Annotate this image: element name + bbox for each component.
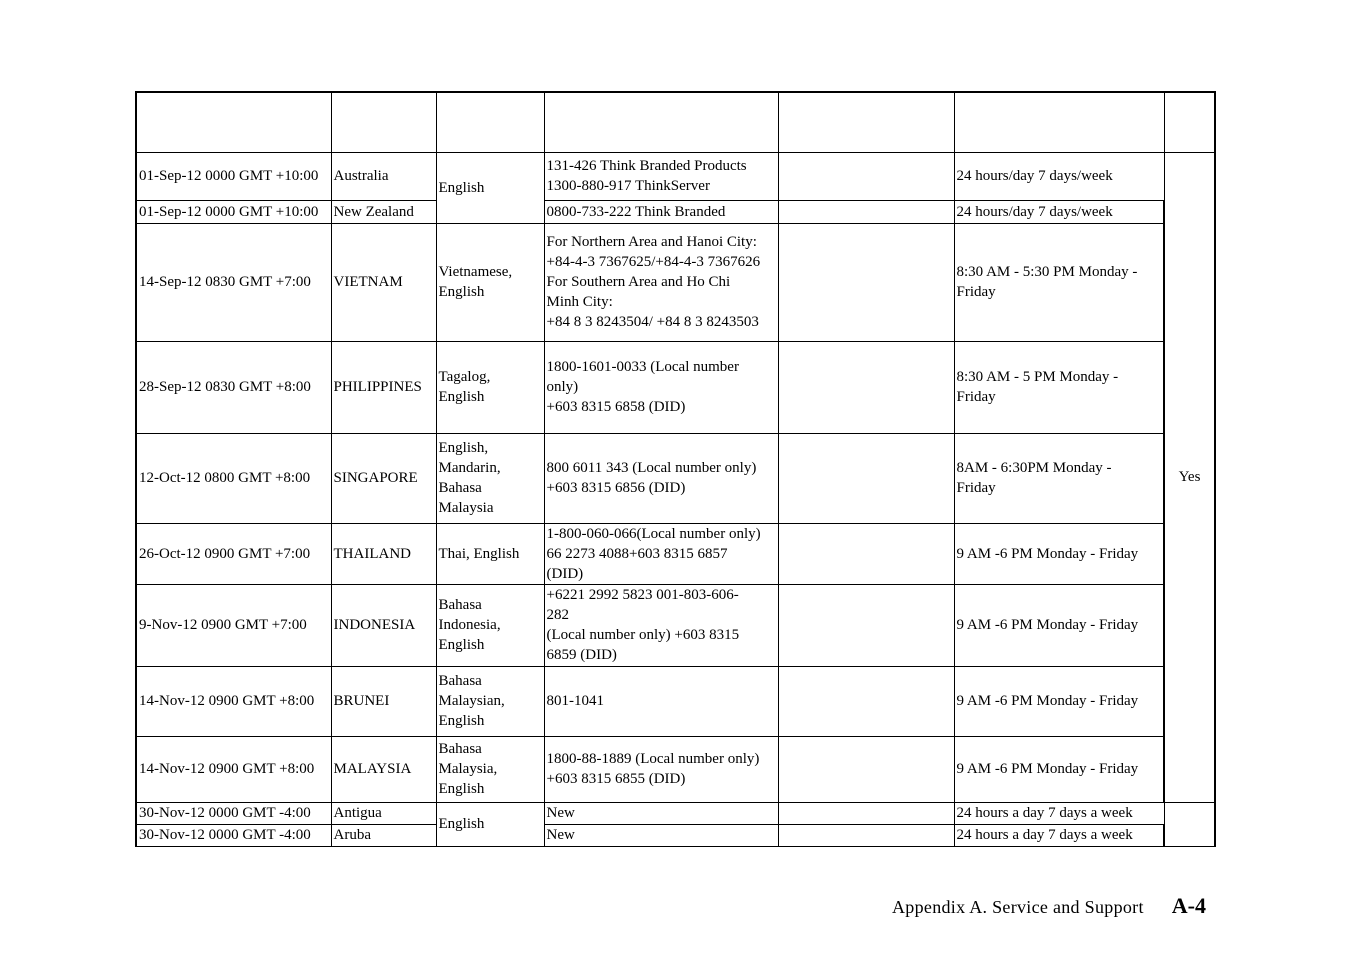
footer-section-title: Appendix A. Service and Support: [892, 897, 1144, 917]
date-cell: 14-Nov-12 0900 GMT +8:00: [136, 666, 331, 736]
notes-cell: [778, 666, 954, 736]
notes-cell: [778, 584, 954, 666]
table-row: [136, 523, 1215, 584]
hours-cell: 9 AM -6 PM Monday - Friday: [954, 523, 1164, 584]
language-cell: Tagalog, English: [436, 341, 544, 433]
header-cell: [544, 92, 778, 152]
notes-cell: [778, 736, 954, 802]
country-cell: THAILAND: [331, 523, 436, 584]
table-row: [136, 666, 1215, 736]
table-row: [136, 824, 1215, 846]
header-cell: [136, 92, 331, 152]
hours-cell: 8:30 AM - 5:30 PM Monday - Friday: [954, 223, 1164, 341]
phone-cell: New: [544, 802, 778, 824]
country-cell: MALAYSIA: [331, 736, 436, 802]
country-cell: Australia: [331, 152, 436, 200]
table-header-row: [136, 92, 1215, 152]
notes-cell: [778, 802, 954, 824]
phone-cell: 1-800-060-066(Local number only) 66 2273 4088+603 8315 6857 (DID): [544, 523, 778, 584]
availability-cell: Yes: [1164, 152, 1215, 802]
phone-cell: 1800-1601-0033 (Local number only) +603 8315 6858 (DID): [544, 341, 778, 433]
notes-cell: [778, 152, 954, 200]
phone-cell: 131-426 Think Branded Products 1300-880-917 ThinkServer: [544, 152, 778, 200]
language-cell: Thai, English: [436, 523, 544, 584]
date-cell: 26-Oct-12 0900 GMT +7:00: [136, 523, 331, 584]
notes-cell: [778, 523, 954, 584]
availability-cell-empty: [1164, 802, 1215, 846]
table-row: [136, 152, 1215, 200]
language-cell: English: [436, 802, 544, 846]
table-row: [136, 200, 1215, 223]
language-cell: Bahasa Indonesia, English: [436, 584, 544, 666]
table-row: [136, 223, 1215, 341]
language-cell: English: [436, 152, 544, 223]
country-cell: SINGAPORE: [331, 433, 436, 523]
header-cell: [436, 92, 544, 152]
date-cell: 30-Nov-12 0000 GMT -4:00: [136, 802, 331, 824]
hours-cell: 24 hours a day 7 days a week: [954, 824, 1164, 846]
phone-cell: +6221 2992 5823 001-803-606- 282 (Local number only) +603 8315 6859 (DID): [544, 584, 778, 666]
support-contacts-table: [135, 91, 1216, 847]
date-cell: 14-Sep-12 0830 GMT +7:00: [136, 223, 331, 341]
notes-cell: [778, 433, 954, 523]
table-row: [136, 802, 1215, 824]
date-cell: 14-Nov-12 0900 GMT +8:00: [136, 736, 331, 802]
date-cell: 28-Sep-12 0830 GMT +8:00: [136, 341, 331, 433]
phone-cell: New: [544, 824, 778, 846]
table-row: [136, 584, 1215, 666]
country-cell: New Zealand: [331, 200, 436, 223]
hours-cell: 24 hours/day 7 days/week: [954, 152, 1164, 200]
country-cell: Antigua: [331, 802, 436, 824]
table-row: [136, 433, 1215, 523]
language-cell: Bahasa Malaysian, English: [436, 666, 544, 736]
notes-cell: [778, 200, 954, 223]
header-cell: [331, 92, 436, 152]
date-cell: 01-Sep-12 0000 GMT +10:00: [136, 200, 331, 223]
page-footer: [892, 892, 1222, 921]
country-cell: PHILIPPINES: [331, 341, 436, 433]
header-cell: [954, 92, 1164, 152]
country-cell: INDONESIA: [331, 584, 436, 666]
country-cell: VIETNAM: [331, 223, 436, 341]
hours-cell: 8:30 AM - 5 PM Monday - Friday: [954, 341, 1164, 433]
phone-cell: 0800-733-222 Think Branded: [544, 200, 778, 223]
notes-cell: [778, 824, 954, 846]
phone-cell: For Northern Area and Hanoi City: +84-4-3 7367625/+84-4-3 7367626 For Southern Area and Ho Chi Minh City: +84 8 3 8243504/ +84 8 3 8243503: [544, 223, 778, 341]
hours-cell: 8AM - 6:30PM Monday - Friday: [954, 433, 1164, 523]
table-row: [136, 341, 1215, 433]
header-cell: [778, 92, 954, 152]
language-cell: Bahasa Malaysia, English: [436, 736, 544, 802]
date-cell: 30-Nov-12 0000 GMT -4:00: [136, 824, 331, 846]
language-cell: English, Mandarin, Bahasa Malaysia: [436, 433, 544, 523]
header-cell: [1164, 92, 1215, 152]
country-cell: Aruba: [331, 824, 436, 846]
date-cell: 9-Nov-12 0900 GMT +7:00: [136, 584, 331, 666]
table-row: [136, 736, 1215, 802]
hours-cell: 9 AM -6 PM Monday - Friday: [954, 666, 1164, 736]
phone-cell: 800 6011 343 (Local number only) +603 8315 6856 (DID): [544, 433, 778, 523]
footer-page-number: A-4: [1171, 893, 1206, 918]
date-cell: 12-Oct-12 0800 GMT +8:00: [136, 433, 331, 523]
notes-cell: [778, 341, 954, 433]
notes-cell: [778, 223, 954, 341]
date-cell: 01-Sep-12 0000 GMT +10:00: [136, 152, 331, 200]
hours-cell: 24 hours a day 7 days a week: [954, 802, 1164, 824]
phone-cell: 1800-88-1889 (Local number only) +603 8315 6855 (DID): [544, 736, 778, 802]
hours-cell: 9 AM -6 PM Monday - Friday: [954, 584, 1164, 666]
phone-cell: 801-1041: [544, 666, 778, 736]
hours-cell: 9 AM -6 PM Monday - Friday: [954, 736, 1164, 802]
hours-cell: 24 hours/day 7 days/week: [954, 200, 1164, 223]
language-cell: Vietnamese, English: [436, 223, 544, 341]
country-cell: BRUNEI: [331, 666, 436, 736]
